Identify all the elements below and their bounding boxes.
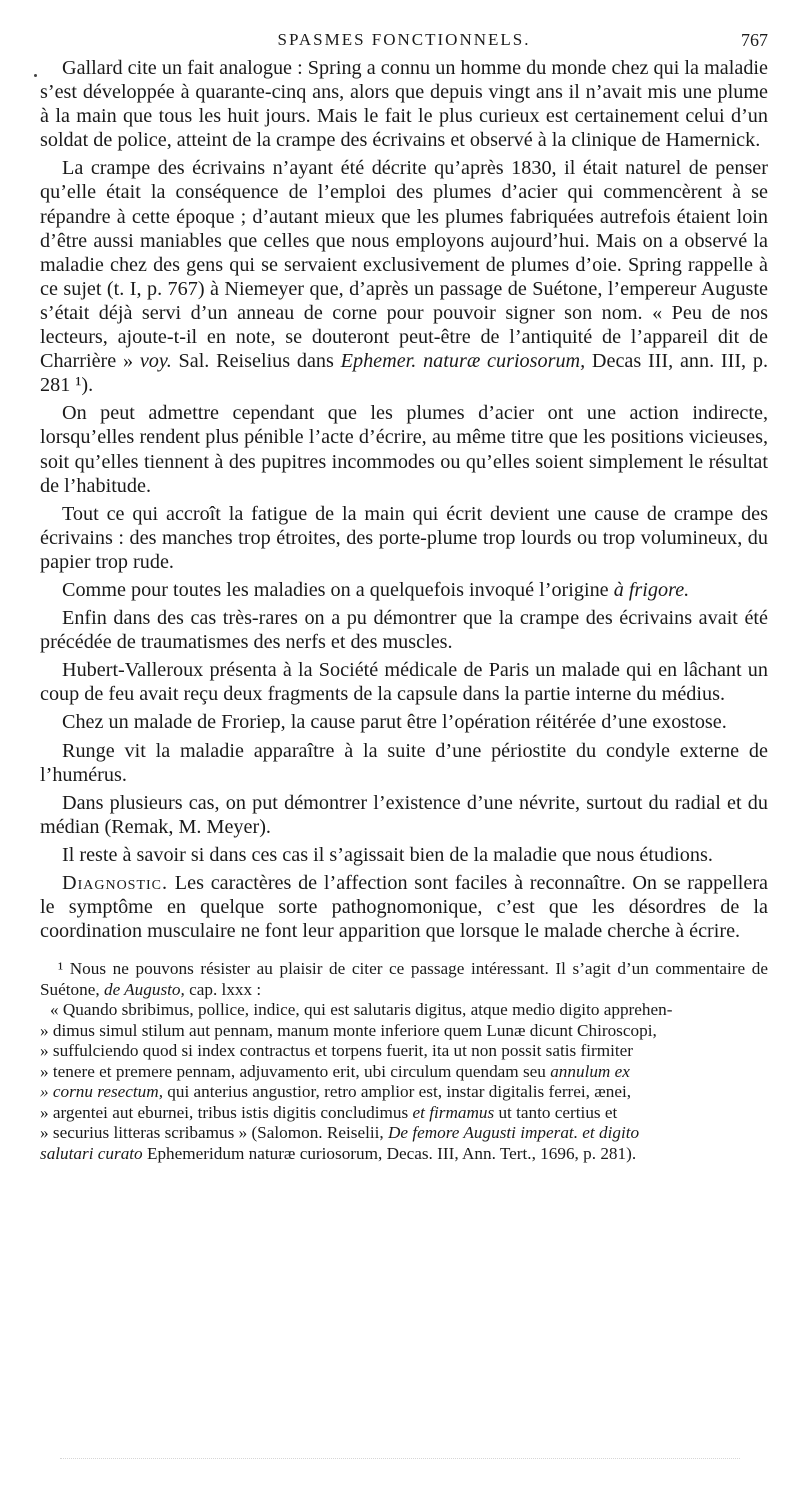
footnote-line: [40, 1062, 768, 1083]
text-run: » securius litteras scribamus » (Salomon. Reiselii,: [40, 1123, 388, 1143]
footnote: [40, 959, 768, 1164]
book-page: [40, 22, 768, 1164]
italic-run: De femore Augusti imperat. et digito: [388, 1123, 640, 1143]
page-header: [40, 22, 768, 56]
paragraph: [40, 578, 768, 602]
footnote-line: « Quando sbribimus, pollice, indice, qui est salutaris digitus, atque medio digito apprehen-: [50, 1000, 673, 1020]
italic-run: Ephemer. naturæ curiosorum,: [340, 350, 586, 373]
text-run: Comme pour toutes les maladies on a quelquefois invoqué l’origine: [62, 578, 614, 601]
text-run: La crampe des écrivains n’ayant été décrite qu’après 1830, il était naturel de penser qu’elle était la conséquence de l’emploi des plumes d’acier qui commencèrent à se répandre à cette époque ; d’autant mieux que les plumes fabriquées autrefois étaient loin d’être aussi maniables que celles que nous employons aujourd’hui. Mais on a observé la maladie chez des gens qui se servaient exclusivement de plumes d’oie. Spring rappelle à ce sujet (t. I, p. 767) à Niemeyer que, d’après un passage de Suétone, l’empereur Auguste s’était déjà servi d’un anneau de corne pour pouvoir signer son nom. « Peu de nos lecteurs, ajoute-t-il en note, se douteront peut-être de l’antiquité de l’appareil dit de Charrière »: [40, 157, 768, 373]
text-run: ¹ Nous ne pouvons résister au plaisir de citer ce passage intéressant. Il s’agit d’un commentaire de Suétone,: [40, 959, 768, 999]
paragraph: Dans plusieurs cas, on put démontrer l’existence d’une névrite, surtout du radial et du médian (Remak, M. Meyer).: [40, 791, 768, 838]
page-number: 767: [741, 30, 768, 50]
footnote-line: [40, 1103, 768, 1124]
footnote-line: [40, 959, 768, 1000]
italic-run: de Augusto,: [103, 979, 185, 999]
italic-run: voy.: [139, 350, 172, 373]
paragraph: [40, 871, 768, 943]
text-run: Sal. Reiselius dans: [171, 350, 341, 373]
paragraph: Runge vit la maladie apparaître à la suite d’une périostite du condyle externe de l’humérus.: [40, 739, 768, 786]
italic-run: salutari curato: [40, 1143, 143, 1163]
text-run: cap. lxxx :: [184, 979, 262, 999]
footnote-line: [40, 1144, 768, 1165]
paragraph: Il reste à savoir si dans ces cas il s’agissait bien de la maladie que nous étudions.: [62, 843, 713, 866]
italic-run: annulum ex: [550, 1061, 630, 1081]
footnote-line: [40, 1082, 768, 1103]
text-run: qui anterius angustior, retro amplior est, instar digitalis ferrei, æneі,: [163, 1082, 632, 1102]
section-heading: Diagnostic.: [62, 872, 169, 894]
text-run: Les caractères de l’affection sont faciles à reconnaître. On se rappellera le symptôme en quelque sorte pathognomonique, c’est que les désordres de la coordination musculaire ne font leur apparition que lorsque le malade cherche à écrire.: [40, 872, 768, 943]
paragraph: On peut admettre cependant que les plumes d’acier ont une action indirecte, lorsqu’elles rendent plus pénible l’acte d’écrire, au même titre que les positions vicieuses, soit qu’elles tiennent à des pupitres incommodes ou qu’elles soient simplement le résultat de l’habitude.: [40, 402, 768, 497]
footnote-line: » suffulciendo quod si index contractus et torpens fuerit, ita ut non possit satis firmiter: [40, 1041, 634, 1061]
paragraph: Chez un malade de Froriep, la cause parut être l’opération réitérée d’une exostose.: [62, 711, 727, 734]
running-head: SPASMES FONCTIONNELS.: [277, 30, 531, 49]
paragraph: Hubert-Valleroux présenta à la Société médicale de Paris un malade qui en lâchant un coup de feu avait reçu deux fragments de la capsule dans la partie interne du médius.: [40, 659, 768, 706]
italic-run: » cornu resectum,: [40, 1082, 163, 1102]
footnote-line: [40, 1123, 768, 1144]
ink-speck: [34, 74, 37, 77]
paragraph: Enfin dans des cas très-rares on a pu démontrer que la crampe des écrivains avait été précédée de traumatismes des nerfs et des muscles.: [40, 607, 768, 654]
paragraph: Gallard cite un fait analogue : Spring a connu un homme du monde chez qui la maladie s’est développée à quarante-cinq ans, alors que depuis vingt ans il n’avait mis une plume à la main que tous les huit jours. Mais le fait le plus curieux est certainement celui d’un soldat de police, atteint de la crampe des écrivains et observé à la clinique de Hamernick.: [40, 57, 768, 152]
footnote-line: » dimus simul stilum aut pennam, manum monte inferiore quem Lunæ dicunt Chiroscopi,: [40, 1020, 657, 1040]
text-run: Decas III, ann. III, p. 281 ¹).: [40, 350, 768, 397]
italic-run: et firmamus: [412, 1102, 495, 1122]
text-run: » argentei aut eburnei, tribus istis digitis concludimus: [40, 1102, 413, 1122]
paragraph: Tout ce qui accroît la fatigue de la main qui écrit devient une cause de crampe des écrivains : des manches trop étroites, des porte-plume trop lourds ou trop volumineux, du papier trop rude.: [40, 502, 768, 573]
paragraph: [40, 156, 768, 397]
text-run: » tenere et premere pennam, adjuvamento erit, ubi circulum quendam seu: [40, 1061, 551, 1081]
italic-run: à frigore.: [613, 578, 690, 601]
text-run: Ephemeridum naturæ curiosorum, Decas. III, Ann. Tert., 1696, p. 281).: [142, 1143, 637, 1163]
main-text: [40, 56, 768, 943]
page-bottom-bleed: [60, 1458, 740, 1459]
text-run: ut tanto certius et: [494, 1102, 618, 1122]
